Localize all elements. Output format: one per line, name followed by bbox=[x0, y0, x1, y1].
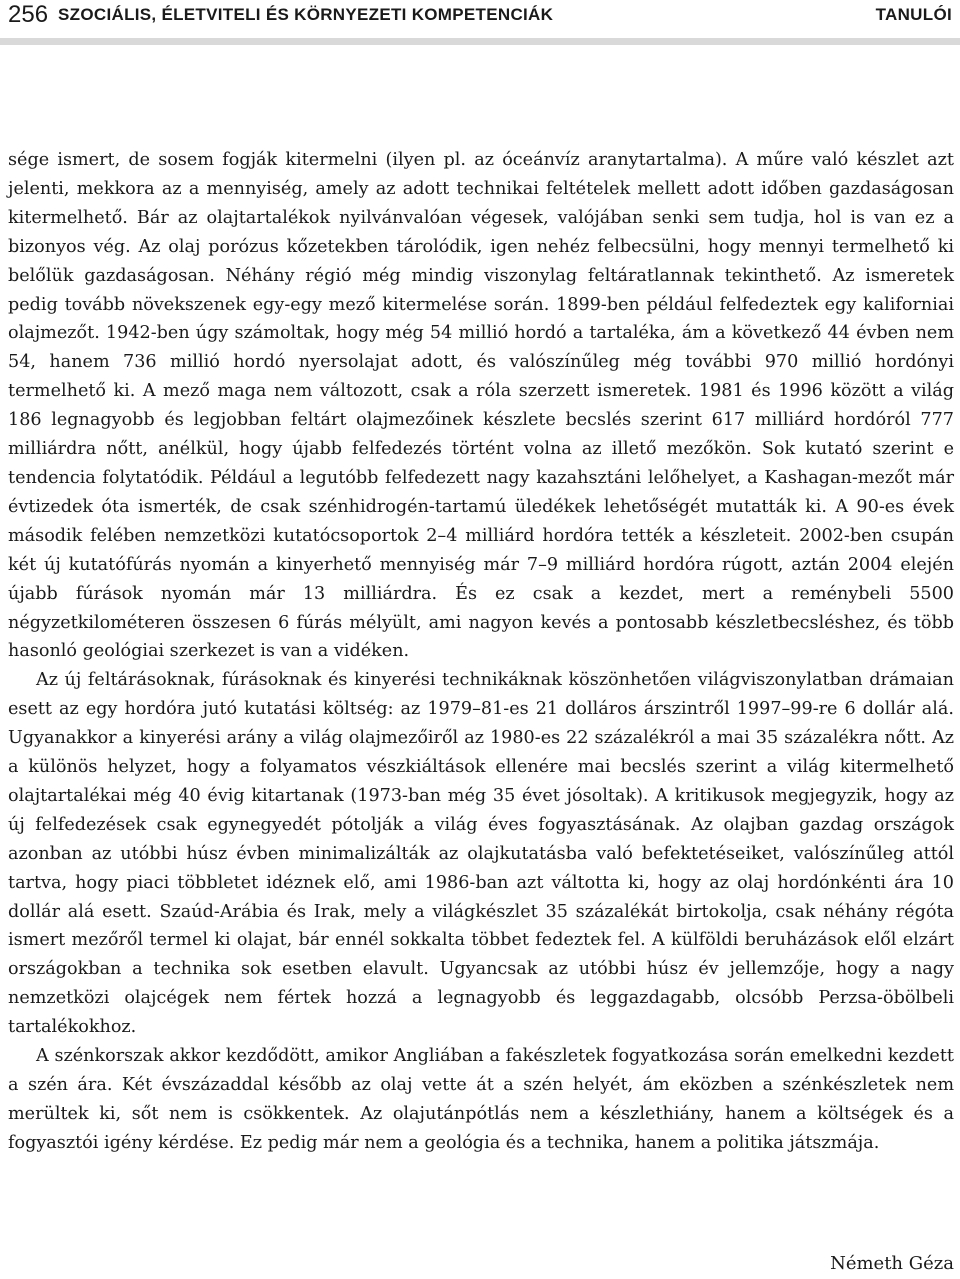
section-title: SZOCIÁLIS, ÉLETVITELI ÉS KÖRNYEZETI KOMPETENCIÁK bbox=[58, 5, 554, 24]
author-signature: Németh Géza bbox=[830, 1253, 954, 1274]
page-number: 256 bbox=[8, 1, 49, 28]
paragraph: A szénkorszak akkor kezdődött, amikor Angliában a fakészletek fogyatkozása során emelkedni kezdett a szén ára. Két évszázaddal később az olaj vette át a szén helyét, ám eközben a szénkészletek nem merültek ki, sőt nem is csökkentek. Az olajutánpótlás nem a készlethiány, hanem a költségek és a fogyasztói igény kérdése. Ez pedig már nem a geológia és a technika, hanem a politika játszmája. bbox=[8, 1046, 954, 1153]
article-body bbox=[8, 146, 954, 1158]
paragraph: sége ismert, de sosem fogják kitermelni (ilyen pl. az óceánvíz aranytartalma). A műre való készlet azt jelenti, mekkora az a mennyiség, amely az adott technikai feltételek mellett adott időben gazdaságosan kitermelhető. Bár az olajtartalékok nyilvánvalóan végesek, valójában senki sem tudja, hol is van ez a bizonyos vég. Az olaj porózus kőzetekben tárolódik, igen nehéz felbecsülni, hogy mennyi termelhető ki belőlük gazdaságosan. Néhány régió még mindig viszonylag feltáratlannak tekinthető. Az ismeretek pedig tovább növekszenek egy-egy mező kitermelése során. 1899-ben például felfedeztek egy kaliforniai olajmezőt. 1942-ben úgy számoltak, hogy még 54 millió hordó a tartaléka, ám a következő 44 évben nem 54, hanem 736 millió hordó nyersolajat adott, és valószínűleg még további 970 millió hordónyi termelhető ki. A mező maga nem változott, csak a róla szerzett ismeretek. 1981 és 1996 között a világ 186 legnagyobb és legjobban feltárt olajmezőinek készlete becslés szerint 617 milliárd hordóról 777 milliárdra nőtt, anélkül, hogy újabb felfedezés történt volna az illető mezőkön. Sok kutató szerint e tendencia folytatódik. Például a legutóbb felfedezett nagy kazahsztáni lelőhelyet, a Kashagan-mezőt már évtizedek óta ismerték, de csak szénhidrogén-tartamú üledékek lehetőségét mutatták ki. A 90-es évek második felében nemzetközi kutatócsoportok 2–4 milliárd hordóra tették a készleteit. 2002-ben csupán két új kutatófúrás nyomán a kinyerhető mennyiség már 7–9 milliárd hordóra rúgott, aztán 2004 elején újabb fúrások nyomán már 13 milliárdra. És ez csak a kezdet, mert a reménybeli 5500 négyzetkilométeren összesen 6 fúrás mélyült, ami nagyon kevés a pontosabb készletbecsléshez, és több hasonló geológiai szerkezet is van a vidéken. bbox=[8, 150, 954, 662]
section-tag: TANULÓI bbox=[875, 5, 952, 24]
paragraph: Az új feltárásoknak, fúrásoknak és kinyerési technikáknak köszönhetően világviszonylatban drámaian esett az egy hordóra jutó kutatási költség: az 1979–81-es 21 dolláros árszintről 1997–99-re 6 dollár alá. Ugyanakkor a kinyerési arány a világ olajmezőiről az 1980-es 22 százalékról a mai 35 százalékra nőtt. Az a különös helyzet, hogy a folyamatos vészkiáltások ellenére mai becslés szerint a világ kitermelhető olajtartalékai még 40 évig kitartanak (1973-ban még 35 évet jósoltak). A kritikusok megjegyzik, hogy az új felfedezések csak egynegyedét pótolják a világ éves fogyasztásának. Az olajban gazdag országok azonban az utóbbi húsz évben minimalizálták az olajkutatásba való befektetéseiket, valószínűleg attól tartva, hogy piaci többletet idéznek elő, ami 1986-ban azt váltotta ki, hogy az olaj hordónkénti ára 10 dollár alá esett. Szaúd-Arábia és Irak, mely a világkészlet 35 százalékát birtokolja, csak néhány régóta ismert mezőről termel ki olajat, bár ennél sokkalta többet fedeztek fel. A külföldi beruházások elől elzárt országokban a technika sok esetben elavult. Ugyancsak az utóbbi húsz év jellemzője, hogy a nagy nemzetközi olajcégek nem fértek hozzá a legnagyobb és leggazdagabb, olcsóbb Perzsa-öbölbeli tartalékokhoz. bbox=[8, 670, 954, 1038]
page-header bbox=[8, 0, 952, 30]
header-rule bbox=[0, 38, 960, 45]
